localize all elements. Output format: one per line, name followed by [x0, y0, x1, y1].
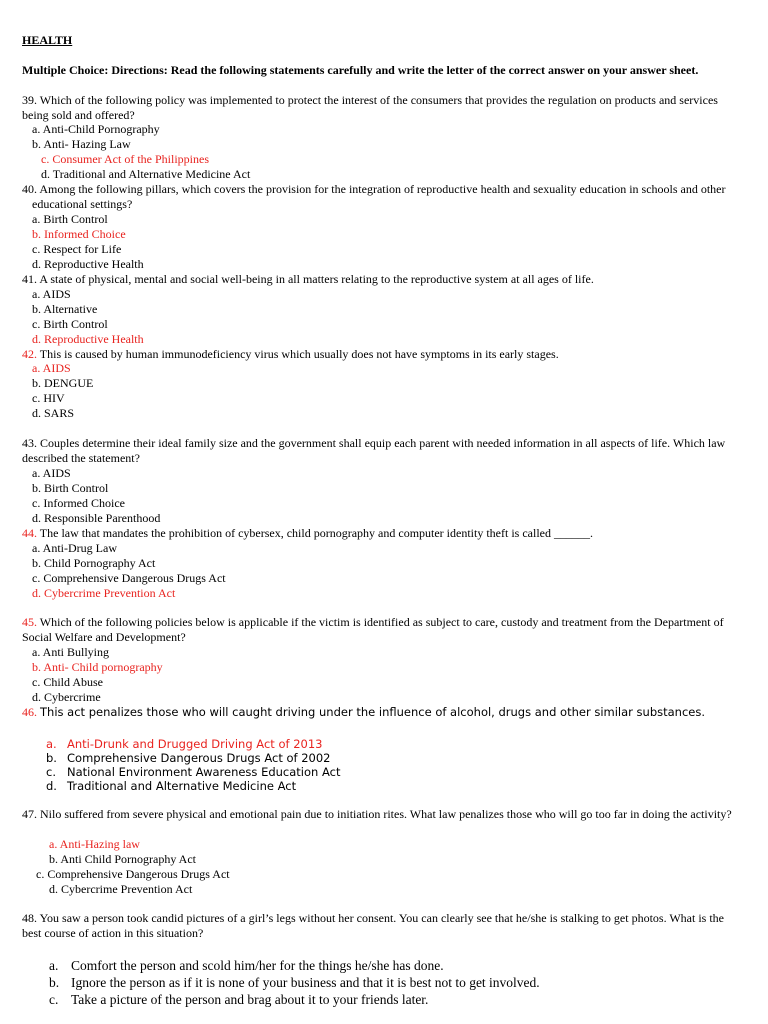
question-text: This act penalizes those who will caught driving under the influence of alcohol, drugs and other similar substances. [40, 705, 706, 719]
question-number: 45. [22, 615, 37, 629]
page-title: HEALTH [22, 33, 73, 47]
option-47-c: c. Comprehensive Dangerous Drugs Act [36, 867, 230, 881]
question-number: 41. [22, 272, 37, 286]
question-47 [22, 807, 734, 822]
question-number: 46. [22, 705, 37, 719]
option-46-b-letter: b. [46, 751, 57, 765]
option-42-a-answer: a. AIDS [32, 361, 71, 375]
question-number: 47. [22, 807, 37, 821]
question-number: 43. [22, 436, 37, 450]
option-39-c-answer: c. Consumer Act of the Philippines [41, 152, 209, 166]
option-45-a: a. Anti Bullying [32, 645, 110, 659]
question-number: 44. [22, 526, 37, 540]
option-44-a: a. Anti-Drug Law [32, 541, 117, 555]
question-43 [22, 436, 734, 466]
question-45 [22, 615, 734, 645]
option-40-d: d. Reproductive Health [32, 257, 144, 271]
option-42-c: c. HIV [32, 391, 65, 405]
question-text: Which of the following policy was implemented to protect the interest of the consumers that provides the regulation on products and services being sold and offered? [22, 93, 718, 122]
option-40-a: a. Birth Control [32, 212, 108, 226]
option-47-a-answer: a. Anti-Hazing law [49, 837, 140, 851]
option-48-c-letter: c. [49, 992, 59, 1007]
option-40-c: c. Respect for Life [32, 242, 122, 256]
option-43-d: d. Responsible Parenthood [32, 511, 161, 525]
option-46-c-letter: c. [46, 765, 56, 779]
question-text: A state of physical, mental and social well-being in all matters relating to the reproductive system at all ages of life. [39, 272, 594, 286]
question-40 [22, 182, 744, 212]
option-45-c: c. Child Abuse [32, 675, 103, 689]
option-41-b: b. Alternative [32, 302, 98, 316]
option-48-c: Take a picture of the person and brag about it to your friends later. [71, 992, 429, 1007]
question-text: You saw a person took candid pictures of a girl’s legs without her consent. You can clearly see that he/she is stalking to get photos. What is the best course of action in this situation? [22, 911, 725, 940]
option-41-d-answer: d. Reproductive Health [32, 332, 144, 346]
option-39-b: b. Anti- Hazing Law [32, 137, 131, 151]
question-44 [22, 526, 593, 541]
option-41-a: a. AIDS [32, 287, 71, 301]
question-number: 42. [22, 347, 37, 361]
question-number: 39. [22, 93, 37, 107]
option-48-a: Comfort the person and scold him/her for the things he/she has done. [71, 958, 444, 973]
question-text: Couples determine their ideal family size and the government shall equip each parent with needed information in all aspects of life. Which law described the statement? [22, 436, 726, 465]
option-47-d: d. Cybercrime Prevention Act [49, 882, 193, 896]
option-42-d: d. SARS [32, 406, 75, 420]
question-46 [22, 705, 705, 720]
option-39-d: d. Traditional and Alternative Medicine Act [41, 167, 251, 181]
question-text: Which of the following policies below is applicable if the victim is identified as subject to care, custody and treatment from the Department of Social Welfare and Development? [22, 615, 724, 644]
question-text: Nilo suffered from severe physical and emotional pain due to initiation rites. What law penalizes those who will go too far in doing the activity? [40, 807, 732, 821]
option-48-b: Ignore the person as if it is none of your business and that it is best not to get involved. [71, 975, 540, 990]
question-42 [22, 347, 559, 362]
option-41-c: c. Birth Control [32, 317, 108, 331]
option-47-b: b. Anti Child Pornography Act [49, 852, 196, 866]
option-48-b-letter: b. [49, 975, 60, 990]
option-46-a-letter: a. [46, 737, 57, 751]
option-48-a-letter: a. [49, 958, 59, 973]
option-46-d: Traditional and Alternative Medicine Act [67, 779, 297, 793]
option-39-a: a. Anti-Child Pornography [32, 122, 160, 136]
question-text: This is caused by human immunodeficiency virus which usually does not have symptoms in its early stages. [39, 347, 559, 361]
question-39 [22, 93, 737, 123]
option-44-b: b. Child Pornography Act [32, 556, 156, 570]
option-46-d-letter: d. [46, 779, 57, 793]
option-44-c: c. Comprehensive Dangerous Drugs Act [32, 571, 226, 585]
option-43-a: a. AIDS [32, 466, 71, 480]
option-44-d-answer: d. Cybercrime Prevention Act [32, 586, 176, 600]
directions: Multiple Choice: Directions: Read the following statements carefully and write the letter of the correct answer on your answer sheet. [22, 63, 699, 77]
question-number: 40. [22, 182, 37, 196]
option-45-d: d. Cybercrime [32, 690, 101, 704]
question-text: Among the following pillars, which covers the provision for the integration of reproductive health and sexuality education in schools and other educational settings? [32, 182, 726, 211]
option-43-c: c. Informed Choice [32, 496, 125, 510]
option-42-b: b. DENGUE [32, 376, 94, 390]
option-40-b-answer: b. Informed Choice [32, 227, 126, 241]
option-46-a-answer: Anti-Drunk and Drugged Driving Act of 2013 [67, 737, 323, 751]
option-43-b: b. Birth Control [32, 481, 109, 495]
option-46-b: Comprehensive Dangerous Drugs Act of 2002 [67, 751, 331, 765]
question-number: 48. [22, 911, 37, 925]
question-48 [22, 911, 734, 941]
option-45-b-answer: b. Anti- Child pornography [32, 660, 163, 674]
question-text: The law that mandates the prohibition of cybersex, child pornography and computer identity theft is called ______. [39, 526, 593, 540]
question-41 [22, 272, 594, 287]
option-46-c: National Environment Awareness Education Act [67, 765, 341, 779]
